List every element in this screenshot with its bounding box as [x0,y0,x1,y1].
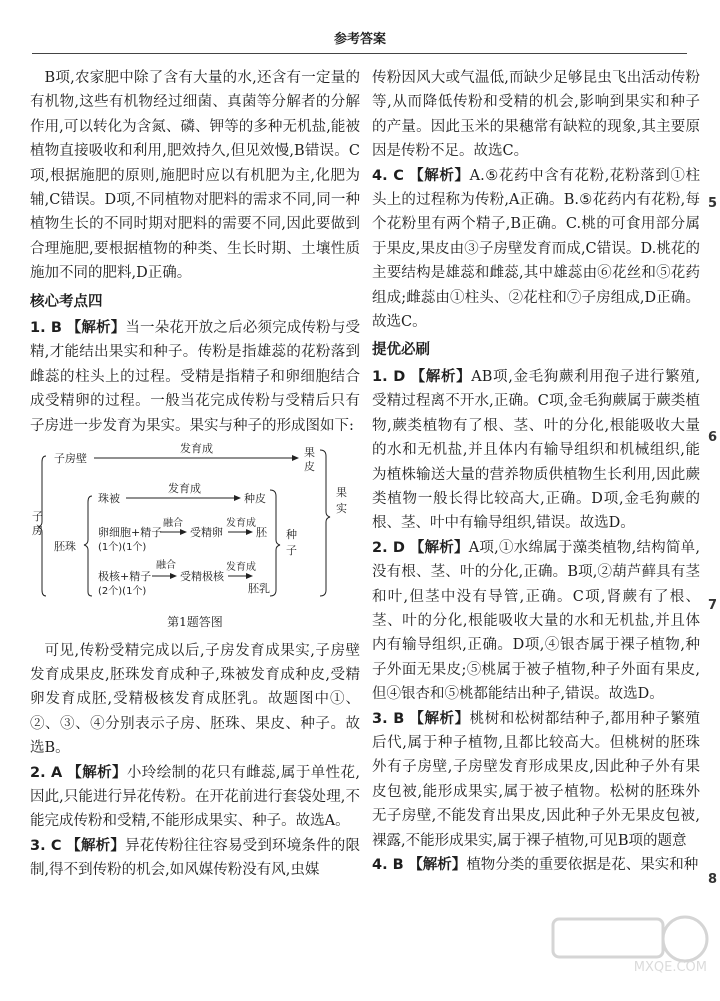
analysis-tag: 【解析】 [408,857,467,873]
edge-mark-8: 8 [708,872,718,887]
answer-number: 1. B [30,320,62,337]
answer-number: 4. B [372,857,404,873]
label-seed-coat: 种皮 [244,492,266,506]
answer-1 [30,316,360,438]
label-integument: 珠被 [98,492,120,506]
label-fruit-1: 果 [336,486,347,500]
label-develop-4: 发育成 [226,562,256,574]
answer-3 [30,834,360,883]
advanced-answer-1 [372,365,700,536]
answer-text: AB项,金毛狗蕨利用孢子进行繁殖,受精过程离不开水,正确。C项,金毛狗蕨属于蕨类植物,蕨类植物有了根、茎、叶的分化,根能吸收大量的水和无机盐,并且体内有输导组织和机械组织,能为植株输送大量的营养物质供植物生长利用,因此蕨类植物一般长得比较高大,正确。D项,金毛狗蕨的根、茎、叶中有输导组织,错误。故选D。 [372,368,700,532]
label-ovary-2: 房 [32,524,43,538]
header-rule [32,53,687,54]
analysis-tag: 【解析】 [66,320,126,337]
advanced-answer-2 [372,536,700,707]
paragraph-right-cont: 传粉因风大或气温低,而缺少足够昆虫飞出活动传粉等,从而降低传粉和受精的机会,影响到果实和种子的产量。因此玉米的果穗常有缺粒的现象,其主要原因是传粉不足。故选C。 [372,70,700,160]
section-heading-advanced: 提优必刷 [372,342,430,359]
answer-text: 小玲绘制的花只有雌蕊,属于单性花,因此,只能进行异花传粉。在开花前进行套袋处理,不能完成传粉和受精,不能形成果实、种子。故选A。 [30,764,361,830]
label-ovary-1: 子 [32,510,43,524]
analysis-tag: 【解析】 [66,837,126,854]
edge-mark-6: 6 [708,430,718,445]
label-fuse-1: 融合 [163,518,183,530]
advanced-answer-4 [372,853,700,877]
watermark-site: MXQE.COM [633,960,707,975]
header-title: 参考答案 [333,32,386,47]
diagram-svg [30,440,360,610]
label-pericarp-2: 皮 [304,460,315,474]
analysis-tag: 【解析】 [67,764,127,781]
answer-number: 3. C [30,837,62,854]
label-egg-sperm: 卵细胞+精子 [98,526,163,540]
label-count-1: (1个)(1个) [98,542,147,554]
answer-number: 3. B [372,710,405,727]
page-header [0,0,720,58]
answer-4 [372,164,700,335]
section-heading-core: 核心考点四 [30,293,103,310]
label-count-2: (2个)(1个) [98,586,147,598]
diagram-caption: 第1题答图 [167,615,223,630]
analysis-tag: 【解析】 [410,368,472,385]
answer-number: 2. D [372,539,405,556]
edge-mark-7: 7 [708,598,718,613]
analysis-tag: 【解析】 [409,710,470,727]
edge-mark-5: 5 [708,196,718,211]
answer-number: 2. A [30,764,63,781]
label-develop-1: 发育成 [180,442,213,456]
answer-text: A项,①水绵属于藻类植物,结构简单,没有根、茎、叶的分化,正确。B项,②葫芦藓具有茎和叶,但茎中没有导管,正确。C项,肾蕨有了根、茎、叶的分化,根能吸收大量的水和无机盐,并且体内有输导组织,正确。D项,④银杏属于裸子植物,种子外面无果皮;⑤桃属于被子植物,种子外面有果皮,但④银杏和⑤桃都能结出种子,错误。故选D。 [372,539,700,703]
answer-number: 4. C [372,167,404,184]
answer-text: 桃树和松树都结种子,都用种子繁殖后代,属于种子植物,且都比较高大。但桃树的胚珠外有子房壁,子房壁发育形成果皮,因此种子外有果皮包被,能形成果实,属于被子植物。松树的胚珠外无子房壁,不能发育出果皮,因此种子外无果皮包被,裸露,不能形成果实,属于裸子植物,可见B项的题意 [372,710,701,849]
label-seed-1: 种 [286,528,297,542]
label-seed-2: 子 [286,544,297,558]
label-endosperm: 胚乳 [248,582,270,596]
analysis-tag: 【解析】 [409,539,469,556]
analysis-tag: 【解析】 [409,167,470,184]
label-fert-polar: 受精极核 [180,570,224,584]
label-ovule: 胚珠 [54,540,76,554]
answer-text: 异花传粉往往容易受到环境条件的限制,得不到传粉的机会,如风媒传粉没有风,虫媒 [30,837,361,879]
label-fruit-2: 实 [336,502,347,516]
answer-text: 当一朵花开放之后必须完成传粉与受精,才能结出果实和种子。传粉是指雄蕊的花粉落到雌蕊的柱头上的过程。受精是指精子和卵细胞结合成受精卵的过程。一般当花完成传粉与受精后只有子房进一步发育为果实。果实与种子的形成图如下: [30,320,361,434]
paragraph-left-after: 可见,传粉受精完成以后,子房发育成果实,子房壁发育成果皮,胚珠发育成种子,珠被发育成种皮,受精卵发育成胚,受精极核发育成胚乳。故题图中①、②、③、④分别表示子房、胚珠、果皮、种子。故选B。 [30,642,360,757]
paragraph-left-1: B项,农家肥中除了含有大量的水,还含有一定量的有机物,这些有机物经过细菌、真菌等分解者的分解作用,可以转化为含氮、磷、钾等的多种无机盐,能被植物直接吸收和利用,肥效持久,但见效慢,B错误。C项,根据施肥的原则,施肥时应以有机肥为主,化肥为辅,C错误。D项,不同植物对肥料的需求不同,同一种植物生长的不同时期对肥料的需要不同,因此要做到合理施肥,要根据植物的种类、生长时期、土壤性质施加不同的肥料,D正确。 [30,70,360,282]
label-fuse-2: 融合 [156,560,176,572]
advanced-answer-3 [372,707,700,853]
label-ovary-wall: 子房壁 [54,452,87,466]
label-embryo: 胚 [256,526,267,540]
left-column [30,66,360,883]
answer-number: 1. D [372,368,406,385]
answer-text: 植物分类的重要依据是花、果实和种 [466,857,699,873]
label-polar-sperm: 极核+精子 [98,570,152,584]
watermark-logo [545,905,715,985]
right-column [372,66,700,877]
answer-2 [30,761,360,834]
answer-text: A.⑤花药中含有花粉,花粉落到①柱头上的过程称为传粉,A正确。B.⑤花药内有花粉,每个花粉里有两个精子,B正确。C.桃的可食用部分属于果皮,果皮由③子房壁发育而成,C错误。D.桃花的主要结构是雄蕊和雌蕊,其中雄蕊由⑥花丝和⑤花药组成;雌蕊由①柱头、②花柱和⑦子房组成,D正确。故选C。 [372,167,701,331]
fruit-formation-diagram [30,440,360,610]
label-zygote: 受精卵 [190,526,223,540]
label-develop-2: 发育成 [168,482,201,496]
label-develop-3: 发育成 [226,518,256,530]
label-pericarp-1: 果 [304,446,315,460]
